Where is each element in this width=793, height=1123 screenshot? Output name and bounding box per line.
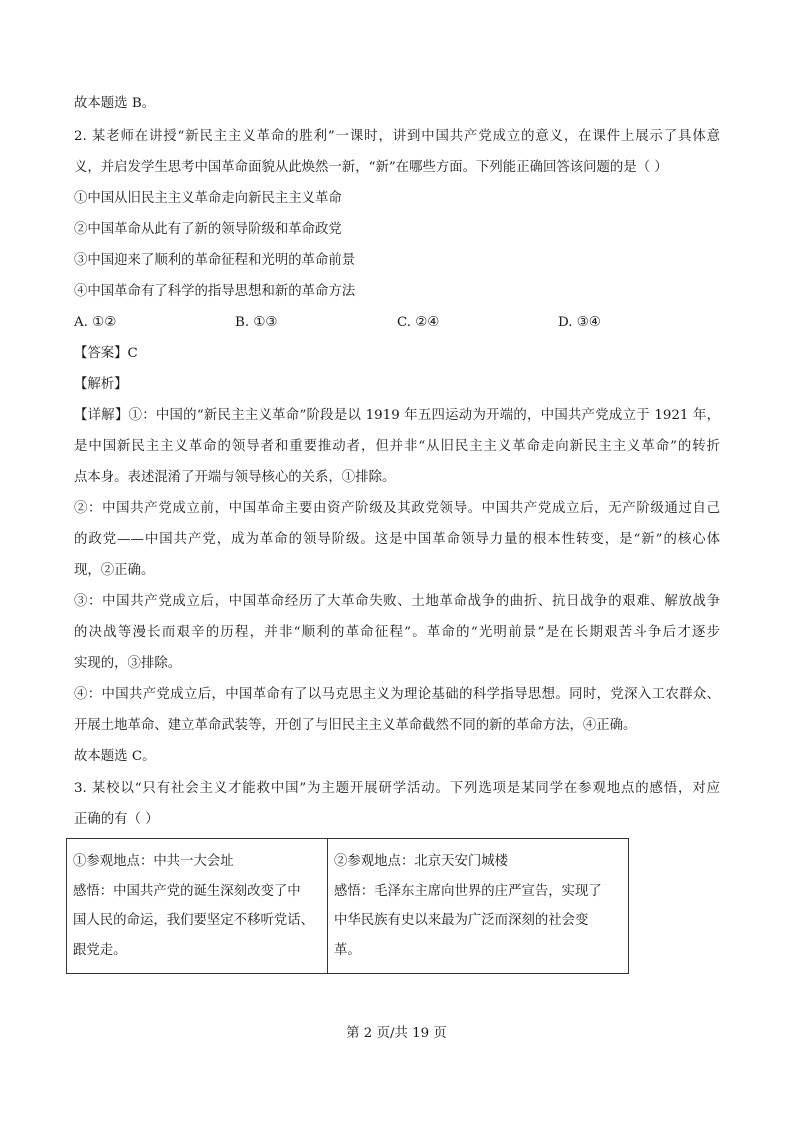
q2-explanation-line: 的政党——中国共产党，成为革命的领导阶级。这是中国革命领导力量的根本性转变，是“新”的核心体 [74,532,720,547]
cell-line: 中华民族有史以来最为广泛而深刻的社会变 [334,913,589,928]
q2-stem-line1: 2. 某老师在讲授“新民主主义革命的胜利”一课时，讲到中国共产党成立的意义，在课件上展示了具体意 [74,129,720,144]
q2-explanation-line: ③：中国共产党成立后，中国革命经历了大革命失败、土地革命战争的曲折、抗日战争的艰难、解放战争 [74,594,720,609]
q2-option-d: D. ③④ [558,315,601,330]
q2-item-3: ③中国迎来了顺利的革命征程和光明的革命前景 [74,253,356,268]
q2-option-c: C. ②④ [397,315,440,330]
q2-explanation-line: 现，②正确。 [74,563,155,578]
q2-explanation-line: 的决战等漫长而艰辛的历程，并非“顺利的革命征程”。革命的“光明前景”是在长期艰苦斗争后才逐步 [74,625,720,640]
q2-item-4: ④中国革命有了科学的指导思想和新的革命方法 [74,284,356,299]
q2-answer: 【答案】C [74,346,138,361]
q3-stem-line2: 正确的有（ ） [74,812,159,827]
q2-explanation-line: 是中国新民主主义革命的领导者和重要推动者，但并非“从旧民主主义革命走向新民主主义革命”的转折 [74,439,720,454]
cell-line: 国人民的命运，我们要坚定不移听党话、 [73,913,315,928]
q2-explanation-line: 开展土地革命、建立革命武装等，开创了与旧民主主义革命截然不同的新的革命方法，④正确。 [74,718,637,733]
q2-item-2: ②中国革命从此有了新的领导阶级和革命政党 [74,222,342,237]
cell-line: 感悟：毛泽东主席向世界的庄严宣告，实现了 [334,883,602,899]
q3-table-cell-2 [328,839,629,974]
q2-analysis-heading: 【解析】 [74,377,128,392]
cell-line: 感悟：中国共产党的诞生深刻改变了中 [73,883,301,899]
cell-line: ①参观地点：中共一大会址 [73,854,234,869]
q2-explanation-line: 点本身。表述混淆了开端与领导核心的关系，①排除。 [74,470,396,485]
q2-explanation-line: 实现的，③排除。 [74,656,182,671]
q2-stem-line2: 义，并启发学生思考中国革命面貌从此焕然一新，“新”在哪些方面。下列能正确回答该问题的是（ ） [74,160,668,175]
cell-line: 跟党走。 [73,942,127,958]
q3-table [66,838,629,974]
q3-table-cell-1 [67,839,328,974]
q3-stem-line1: 3. 某校以“只有社会主义才能救中国”为主题开展研学活动。下列选项是某同学在参观地点的感悟，对应 [74,781,720,796]
q2-option-b: B. ①③ [235,315,278,330]
q2-conclusion: 故本题选 C。 [74,749,156,764]
q2-explanation-line: 【详解】①：中国的“新民主主义革命”阶段是以 1919 年五四运动为开端的，中国共产党成立于 1921 年， [74,408,720,423]
cell-line: 革。 [334,942,361,958]
q2-option-a: A. ①② [74,315,117,330]
q2-item-1: ①中国从旧民主主义革命走向新民主主义革命 [74,191,342,206]
page-footer: 第 2 页/共 19 页 [346,1026,447,1041]
q2-explanation-line: ④：中国共产党成立后，中国革命有了以马克思主义为理论基础的科学指导思想。同时，党深入工农群众、 [74,687,720,702]
cell-line: ②参观地点：北京天安门城楼 [334,854,509,869]
q2-explanation-line: ②：中国共产党成立前，中国革命主要由资产阶级及其政党领导。中国共产党成立后，无产阶级通过自己 [74,501,720,516]
conclusion-q1: 故本题选 B。 [74,96,156,111]
